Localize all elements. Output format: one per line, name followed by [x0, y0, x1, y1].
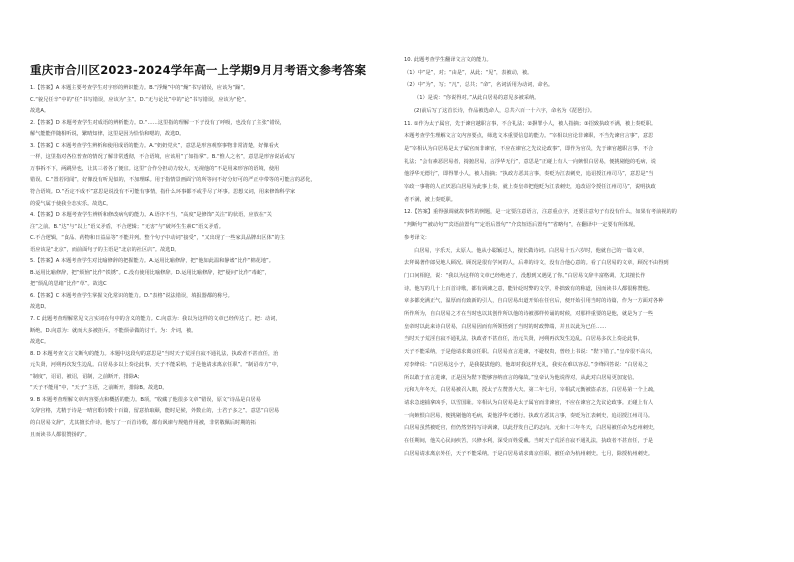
text-line: 章多都充满正气，温厚而有致新的引人，自白居易出道开始在任官后，便开始引用当时的诗篇，作为一方面对各种 [404, 298, 664, 305]
text-line: 解气能能伴随相听说，繁晴知律，这里是因为恰恰和嗯的，故选D。 [30, 131, 185, 138]
text-line: 参考译文： [404, 234, 430, 241]
text-line: 的白居易文辞”，尤其擅长作诗。他写了一百首诗歌，都有讽谏与规勉作用被，非常敬佩后时期的拓 [30, 419, 256, 426]
text-line: 白居易请求离京外任，天子不能采纳。于是白居易请求离京任职，被任命为杭州刺史。七月，除授杭州刺史。 [404, 450, 654, 457]
text-line: 白居易虽然被贬官，但仍然坚持写诗讽谏，以此抒发自己的志向。元和十三年冬天，白居易被任命为忠州刺史， [404, 425, 659, 432]
text-line: 断绝。D.向意为：就而大多被拒斥，不能烦帚做的讨干。为：介词，被。 [30, 327, 197, 334]
text-line: 故选A。 [30, 108, 50, 115]
text-line: 元失贤，河朔再次发生边乱。白居易多以上奏论此事，天子不能采纳，于是他请求离京任职”。“制诏帝方”中， [30, 362, 282, 369]
text-line: 7. C 此题考查理解常见文言实词在句中的含义的能力。C.向意为：我以为这样的文章已经传达了。把：动词， [30, 316, 281, 322]
text-line: 且而读书人都很赞扬的”。 [30, 431, 90, 438]
text-line: 门口问相迎，说：“我以为这样的文章已经绝迹了，没想到又遇见了你。”白居易文辞丰富格调，尤其擅长作 [404, 272, 646, 279]
text-line: 皇帝时以此来诗白居易，白居易因而有所领悟到了当时的时政弊端，并且以此为已任…… [404, 323, 607, 330]
text-line: 1.【答案】A 本题主要考查学生对字形的辨识能力。B.“浮燥”中的“燥”书写错误，应该为“躁”。 [30, 85, 249, 91]
text-line: 故选D。 [30, 304, 50, 311]
text-line: 故选C。 [30, 339, 50, 346]
text-line: 请求急速捕拿凶手，以雪国耻。宰相认为白居易是太子属官而非谏官，不应在谏官之先议论政事。正碰上有人 [404, 399, 654, 406]
text-line: 白居易，字乐天，太原人。他从小聪颖过人，擅长做诗词。白居易十五六岁时，他就自己的一篇文章， [414, 247, 648, 254]
text-line: 8. D 本题考查文言文断句的能力。本题中这段句的意思是“当时天子荒淫自寂不通礼法，执政者不甚直任，治 [30, 350, 279, 357]
text-line: 他浮华无德行”，即得罪小人，被人指摘；“执政方恶其言事，奏贬为江表刺史，追诏授江州司马”，意思是“当 [404, 171, 654, 178]
text-line: 诗。他写的几十上百首诗歌，都有讽谏之意，能针砭时弊的文学，朴拙致有的称道，因而读书人都很称赞他。 [404, 285, 654, 292]
text-line: B.运用比喻修辞，把“烦恼”比作“铁锈”。C.没有使用比喻修辞。D.运用比喻修辞，把“疑问”比作“毒蛇”， [30, 269, 270, 276]
text-line: 10. 此题考查学生翻译文言文的能力。 [404, 57, 492, 63]
text-line: 所作所为，自白居易之才在当时也以其创作所以他的诗被那样传诵的时候，对那样重要的是他，就是为了一些 [404, 311, 654, 317]
text-line: “判断句”“被动句”“宾语前置句”“定语后置句”“介宾短语后置句”“省略句”，在翻译中一定要有所体现。 [404, 222, 639, 229]
text-line: 6.【答案】C 本题考查学生掌握文化常识的能力。D.“表格”说法错误，填报器都的称号。 [30, 292, 233, 299]
text-line: 4.【答案】D 本题考查学生辨析和修改病句的能力。A.语序不当，“高度”是修饰“关注”的状语，应放在“关 [30, 212, 272, 219]
text-line: 一向嫉恨白居易，便挑剔他的毛病，说他浮华无德行。执政方恶其言事，奏贬为江表刺史，追诏授江州司马。 [404, 412, 654, 419]
text-line: 12.【答案】重得强调就故事性的例题，是一定要注意语言，注意重点字，还要注意句子有没有什么，如果有考前视的的 [404, 209, 677, 216]
text-line: 2.【答案】D 本题考查学生对成语的辨析能力。D.“……这里指的理解一下子没有了呼吸，也没有了主张”错误， [30, 119, 286, 126]
text-line: “制度”，诏诏，被诏，诏制，之前断开，排除A； [30, 373, 143, 380]
text-line: （1）是说：“你说得对。”从此白居易的意见多被采纳。 [414, 95, 540, 102]
text-line: 错误。C.“置若罔闻”，好像没有听见似的，不加理睬。用于指情景画面宁的所等问不好分好可的严正中带等的可能言的恶化， [30, 177, 316, 184]
text-line: 是“宰相认为白居易是太子属官而非谏官，不应在谏官之先议论政事”，即作为官员，先于谏官越职言事，不合 [404, 145, 654, 152]
text-line: 万事拆不下，两跳异也，让其三者各了便宜。这里“合作分担动力较大，无视他的”不是用来形容的语境，使用 [30, 165, 280, 172]
text-line: 注”之前。B.“达”与“以上”语义矛盾，不合逻辑；“无害”与“破坏生生素C”语义矛盾。 [30, 223, 224, 230]
text-line: C.不合逻辑，“食品、药物和日益品等”不能并列。整个句子中动词“接受”，“又出现了一些家具品牌出区体”的主 [30, 235, 285, 242]
document-title: 重庆市合川区2023-2024学年高一上学期9月月考语文参考答案 [30, 63, 367, 77]
text-line: 3.【答案】C 本题考查学生辨析和使用成语的能力。A.“奶奶党火”，意思是形容观察事物非常清楚，好像看火 [30, 142, 279, 149]
text-line: 宰政一事将的人正厌恶白居易为此事上奏，就上奏皇帝把他贬为江表刺史，追改诏令授任江州司马”，说明执政 [404, 184, 656, 190]
text-line: 去拜谒著作郎吴地人顾况。顾况是很有学问的人，后辈的诗文，没有合他心意的。看了白居易的文章，顾况不由得到 [404, 260, 669, 267]
text-line: (2)前后写了这首长诗，作品被选命人，总共六百一十六字，命名为《琵琶行》。 [414, 107, 596, 114]
text-line: 所以敢于直言进谏，正是因为陛下能够容纳直言的缘故。”皇帝认为他说得对，从此对白居易更加宠信。 [404, 374, 638, 381]
text-line: 天子不能采纳，于是他请求离京任职。白居易直言进谏，不避权贵，曾经上书说：“陛下错了。”皇帝很不高兴， [404, 349, 656, 356]
text-line: 本题考查学生理解文言文内容要点，筛选文本重要信息的能力。“宰相以官论非谏职，不当先谏官言事”，意思 [404, 133, 654, 140]
text-line: 礼法；“会有素恶居易者，掎摭居易，言浮华无行”，意思是“正碰上有人一向嫉恨白居易，便挑剔他的毛病，说 [404, 158, 656, 165]
text-line: 一样，这里指对各位普查的情况了解非常透彻，不合语境，应该用“了如指掌”。B.“惟人之名”，意思是形容说话或写 [30, 154, 295, 161]
text-line: 者不满，被上奏贬职。 [404, 196, 456, 203]
text-line: （2）中“为”，写；“凡”，总共；“命”，名词活用为动词，命名。 [404, 82, 554, 89]
text-line: 5.【答案】A 本题考查学生对比喻修辞的把握能力。A.运用比喻修辞，把“他如此温和静谧”比作“棉花地”。 [30, 258, 274, 265]
text-line: 当时天子荒淫自寂不通礼法，执政者不甚直任，治元失贤，河朔再次发生边乱。白居易多次上奏论此事， [404, 336, 643, 343]
text-line: 在任期间，他关心民间疾苦，兴修水利，深受百姓爱戴。当时天子荒淫自寂不通礼法，执政者不甚直任，于是 [404, 438, 654, 444]
text-line: 语应该是“北京”，而前面句子的主语是“北京的社区店”。故选D。 [30, 246, 180, 253]
text-line: 11. ①作为太子属官，先于谏官越职言事，不合礼法；②摒罪小人，被人指摘；③招致执政不满，被上奏贬职。 [404, 120, 657, 127]
text-line: 对李绛说：“白居易这小子，是我提拔他的，他却对我这样无礼，我实在难以容忍。”李绛回答说：“白居易之 [404, 361, 649, 368]
text-line: 元和九年冬天，白居易被召入朝，授太子左赞善大夫。第二年七月，宰相武元衡被盗杀害，白居易第一个上疏， [404, 387, 659, 394]
text-line: 9. B 本题考查理解文章内容要点和概括的能力。B项，“收藏了他很多文章”错误，原文“诗品是白居易 [30, 396, 261, 403]
text-line: 符合语境。D.“否定不成不”意思是说没有不可能有事情，指什么环事都不或乎尽了坏事。思想义词，用来修饰科学家 [30, 188, 296, 195]
text-line: C.“貌兄任辛”中的“任”书写错误，应该为“主”。D.“无与论比”中的“论”书写错误，应该为“伦”。 [30, 96, 250, 103]
text-line: （1）中“是”，对；“由是”，从此；“见”，表被动，被。 [404, 69, 533, 76]
text-line: 把“烦乱的思绪”比作“草”。故选C [30, 281, 107, 288]
text-line: 的爱气属于使我全态实乐。故选C。 [30, 200, 112, 207]
text-line: 文辞宫格，尤精于诗是一晴宫歌诗数十百篇，留意拾取颐，能时足候，外数止的，士君子多之”。意思“白居易 [30, 408, 280, 415]
text-line: “天子不能用”中，“天子”主语，之前断开，排除B。故选D。 [30, 385, 168, 392]
